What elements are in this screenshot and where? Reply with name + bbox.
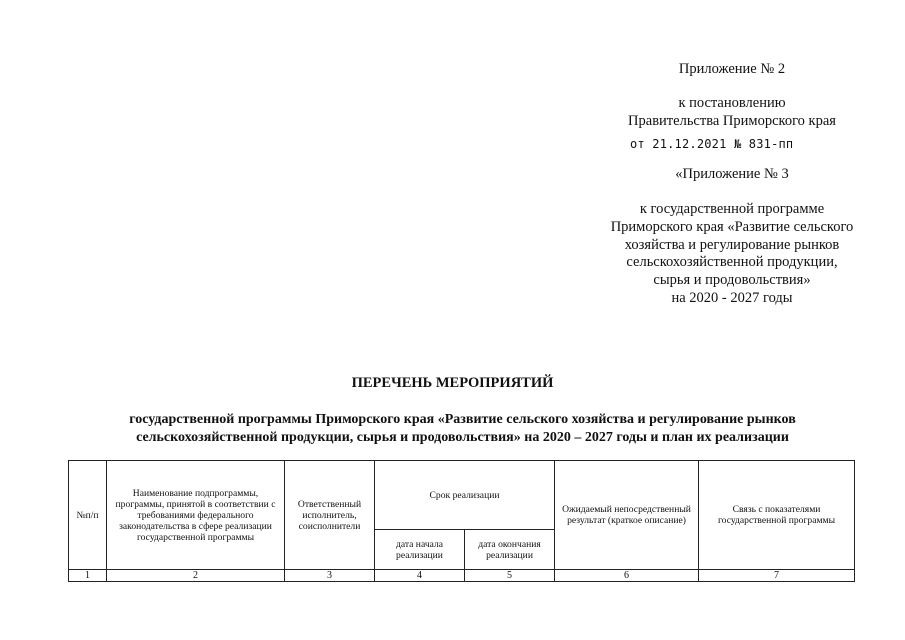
- document-subtitle-line-1: государственной программы Приморского края «Развитие сельского хозяйства и регулирование рынков: [129, 412, 796, 427]
- program-line: сельскохозяйственной продукции,: [626, 254, 838, 270]
- header-link: Связь с показателями государственной программы: [699, 461, 855, 570]
- column-number: 4: [375, 570, 465, 582]
- measures-table: [68, 460, 855, 582]
- program-line: сырья и продовольствия»: [653, 272, 811, 288]
- program-line: к государственной программе: [639, 201, 825, 217]
- document-title: ПЕРЕЧЕНЬ МЕРОПРИЯТИЙ: [351, 375, 554, 391]
- header-period: Срок реализации: [375, 461, 555, 530]
- header-num: №п/п: [69, 461, 107, 570]
- quote-appendix-label: «Приложение № 3: [675, 166, 789, 182]
- table-column-numbers-row: [69, 570, 855, 582]
- document-subtitle-line-2: сельскохозяйственной продукции, сырья и продовольствия» на 2020 – 2027 годы и план их реализации: [136, 430, 789, 445]
- program-line: на 2020 - 2027 годы: [671, 290, 793, 306]
- appendix-label: Приложение № 2: [678, 61, 786, 77]
- column-number: 2: [107, 570, 285, 582]
- header-end-date: дата окончания реализации: [465, 530, 555, 570]
- column-number: 5: [465, 570, 555, 582]
- column-number: 1: [69, 570, 107, 582]
- decree-reference: от 21.12.2021 № 831-пп: [630, 137, 794, 151]
- header-name: Наименование подпрограммы, программы, принятой в соответствии с требованиями федерального законодательства в сфере реализации государственной программы: [107, 461, 285, 570]
- table-header-row: [69, 461, 855, 530]
- column-number: 3: [285, 570, 375, 582]
- government-line: Правительства Приморского края: [628, 113, 836, 129]
- column-number: 7: [699, 570, 855, 582]
- header-start-date: дата начала реализации: [375, 530, 465, 570]
- program-line: хозяйства и регулирование рынков: [624, 237, 840, 253]
- program-line: Приморского края «Развитие сельского: [610, 219, 854, 235]
- to-decree-line: к постановлению: [678, 95, 786, 111]
- header-responsible: Ответственный исполнитель, соисполнители: [285, 461, 375, 570]
- header-result: Ожидаемый непосредственный результат (краткое описание): [555, 461, 699, 570]
- column-number: 6: [555, 570, 699, 582]
